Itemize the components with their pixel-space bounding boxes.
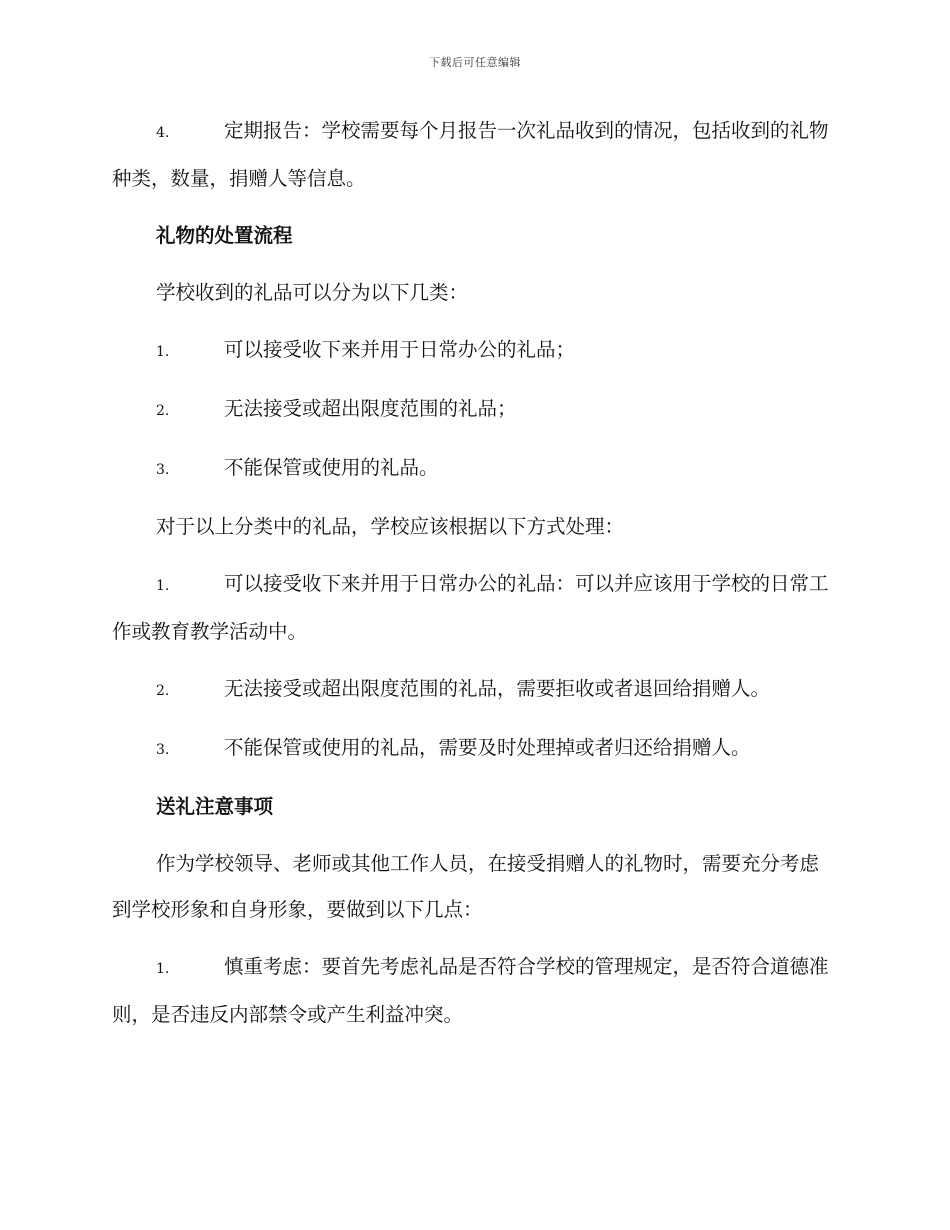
list-number: 3. bbox=[156, 742, 170, 758]
list-number: 4. bbox=[156, 125, 170, 141]
list-item-text: 无法接受或超出限度范围的礼品； bbox=[224, 397, 517, 420]
list-number: 2. bbox=[156, 683, 170, 699]
list-item-text: 不能保管或使用的礼品，需要及时处理掉或者归还给捐赠人。 bbox=[224, 736, 751, 759]
list-item-report bbox=[112, 108, 834, 202]
list-item bbox=[112, 666, 834, 714]
paragraph: 学校收到的礼品可以分为以下几类： bbox=[156, 281, 469, 304]
list-item bbox=[112, 725, 834, 773]
list-number: 1. bbox=[156, 344, 170, 360]
list-item-text: 可以接受收下来并用于日常办公的礼品； bbox=[224, 338, 576, 361]
list-item bbox=[112, 561, 834, 655]
section-heading-notes: 送礼注意事项 bbox=[156, 795, 274, 818]
document-body bbox=[112, 108, 834, 1049]
list-item-text: 不能保管或使用的礼品。 bbox=[224, 456, 439, 479]
paragraph: 对于以上分类中的礼品，学校应该根据以下方式处理： bbox=[156, 515, 625, 538]
list-item-text: 可以接受收下来并用于日常办公的礼品：可以并应该用于学校的日常工作或教育教学活动中。 bbox=[112, 572, 829, 643]
paragraph: 作为学校领导、老师或其他工作人员，在接受捐赠人的礼物时，需要充分考虑到学校形象和自身形象，要做到以下几点： bbox=[112, 852, 820, 921]
list-number: 1. bbox=[156, 578, 170, 594]
list-item-text: 慎重考虑：要首先考虑礼品是否符合学校的管理规定，是否符合道德准则，是否违反内部禁令或产生利益冲突。 bbox=[112, 955, 829, 1026]
list-item bbox=[112, 944, 834, 1038]
list-item bbox=[112, 327, 834, 375]
list-number: 3. bbox=[156, 462, 170, 478]
section-heading-disposal: 礼物的处置流程 bbox=[156, 224, 293, 247]
list-item-text: 无法接受或超出限度范围的礼品，需要拒收或者退回给捐赠人。 bbox=[224, 677, 771, 700]
list-number: 2. bbox=[156, 403, 170, 419]
list-number: 1. bbox=[156, 961, 170, 977]
page-header: 下载后可任意编辑 bbox=[429, 56, 521, 69]
list-item bbox=[112, 445, 834, 493]
list-item-text: 定期报告：学校需要每个月报告一次礼品收到的情况，包括收到的礼物种类，数量，捐赠人等信息。 bbox=[112, 119, 829, 190]
list-item bbox=[112, 386, 834, 434]
